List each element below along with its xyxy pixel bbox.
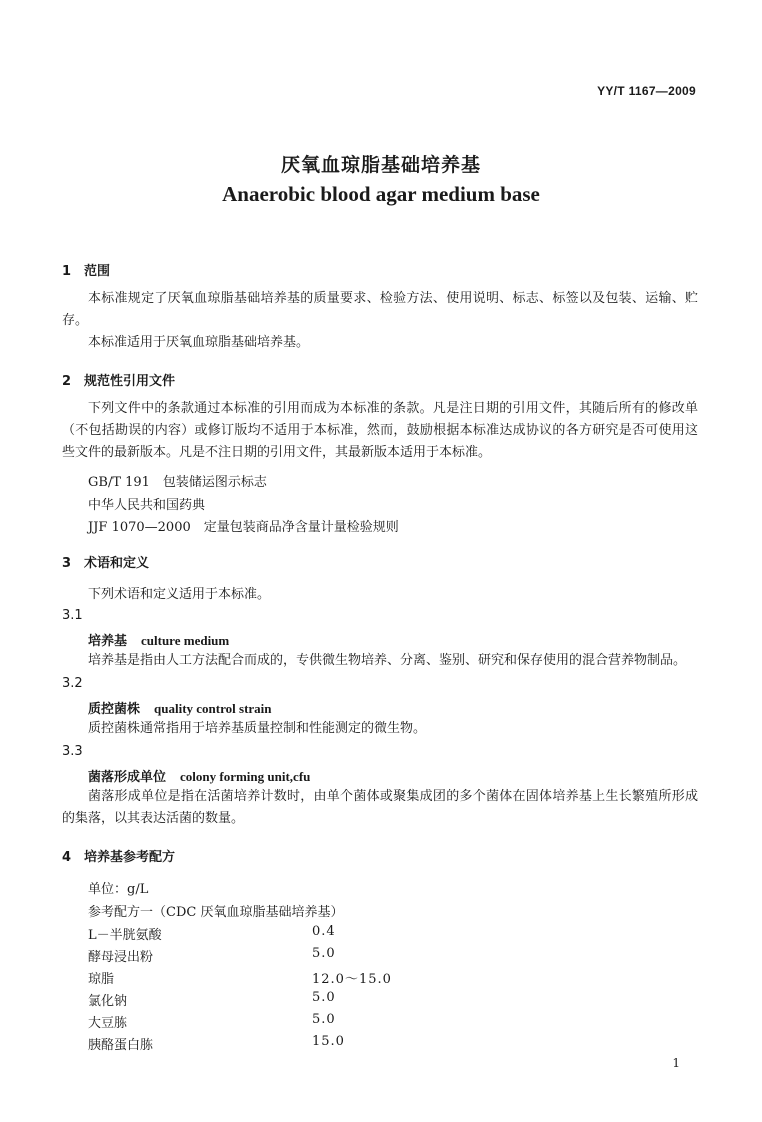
- section-4-heading: [62, 846, 175, 865]
- ingredient-name: 琼脂: [88, 972, 115, 987]
- section-2-paragraph-1: 下列文件中的条款通过本标准的引用而成为本标准的条款。凡是注日期的引用文件，其随后所有的修改单（不包括勘误的内容）或修订版均不适用于本标准，然而，鼓励根据本标准达成协议的各方研究是否可使用这些文件的最新版本。凡是不注日期的引用文件，其最新版本适用于本标准。: [62, 401, 698, 460]
- term-title: [88, 766, 310, 785]
- term-number: 3.1: [62, 608, 83, 623]
- ingredient-value: 0.4: [312, 924, 336, 939]
- section-number: 1: [62, 264, 72, 279]
- term-definition: 菌落形成单位是指在活菌培养计数时，由单个菌体或聚集成团的多个菌体在固体培养基上生长繁殖所形成的集落，以其表达活菌的数量。: [62, 789, 698, 826]
- section-number: 4: [62, 850, 72, 865]
- section-3-heading: [62, 552, 149, 571]
- term-title: [88, 698, 272, 717]
- section-title: 范围: [84, 264, 111, 279]
- term-english: colony forming unit,cfu: [180, 769, 311, 784]
- section-number: 2: [62, 374, 72, 389]
- ingredient-name: 胰酪蛋白胨: [88, 1038, 154, 1053]
- title-english: Anaerobic blood agar medium base: [222, 182, 540, 206]
- ingredient-name: 大豆胨: [88, 1016, 128, 1031]
- term-chinese: 质控菌株: [88, 702, 141, 717]
- section-2-heading: [62, 370, 175, 389]
- section-1-heading: [62, 260, 110, 279]
- reference-item: JJF 1070—2000 定量包装商品净含量计量检验规则: [88, 520, 399, 535]
- term-english: quality control strain: [154, 701, 272, 716]
- term-chinese: 培养基: [88, 634, 128, 649]
- section-1-paragraph-1: 本标准规定了厌氧血琼脂基础培养基的质量要求、检验方法、使用说明、标志、标签以及包装、运输、贮存。: [62, 291, 698, 328]
- section-number: 3: [62, 556, 72, 571]
- section-3-intro: 下列术语和定义适用于本标准。: [88, 587, 271, 602]
- ingredient-value: 5.0: [312, 1012, 336, 1027]
- ingredient-name: 酵母浸出粉: [88, 950, 154, 965]
- term-chinese: 菌落形成单位: [88, 770, 167, 785]
- reference-item: 中华人民共和国药典: [88, 498, 206, 513]
- standard-code: YY/T 1167—2009: [597, 84, 696, 98]
- ingredient-value: 15.0: [312, 1034, 345, 1049]
- section-title: 培养基参考配方: [84, 850, 176, 865]
- term-definition: 质控菌株通常指用于培养基质量控制和性能测定的微生物。: [88, 721, 427, 736]
- ingredient-name: L－半胱氨酸: [88, 928, 162, 943]
- title-chinese: 厌氧血琼脂基础培养基: [280, 154, 481, 176]
- term-title: [88, 630, 229, 649]
- section-1-paragraph-2: 本标准适用于厌氧血琼脂基础培养基。: [88, 335, 310, 350]
- section-title: 规范性引用文件: [84, 374, 176, 389]
- term-english: culture medium: [141, 633, 230, 648]
- ingredient-value: 12.0～15.0: [312, 972, 392, 987]
- ingredient-name: 氯化钠: [88, 994, 128, 1009]
- ingredient-value: 5.0: [312, 990, 336, 1005]
- page-number: 1: [672, 1056, 680, 1070]
- term-number: 3.3: [62, 744, 83, 759]
- section-title: 术语和定义: [84, 556, 150, 571]
- ingredient-value: 5.0: [312, 946, 336, 961]
- unit-label: 单位：g/L: [88, 882, 149, 897]
- reference-item: GB/T 191 包装储运图示标志: [88, 475, 267, 490]
- term-definition: 培养基是指由人工方法配合而成的，专供微生物培养、分离、鉴别、研究和保存使用的混合营养物制品。: [88, 653, 687, 668]
- formula-title: 参考配方一（CDC 厌氧血琼脂基础培养基）: [88, 905, 344, 920]
- term-number: 3.2: [62, 676, 83, 691]
